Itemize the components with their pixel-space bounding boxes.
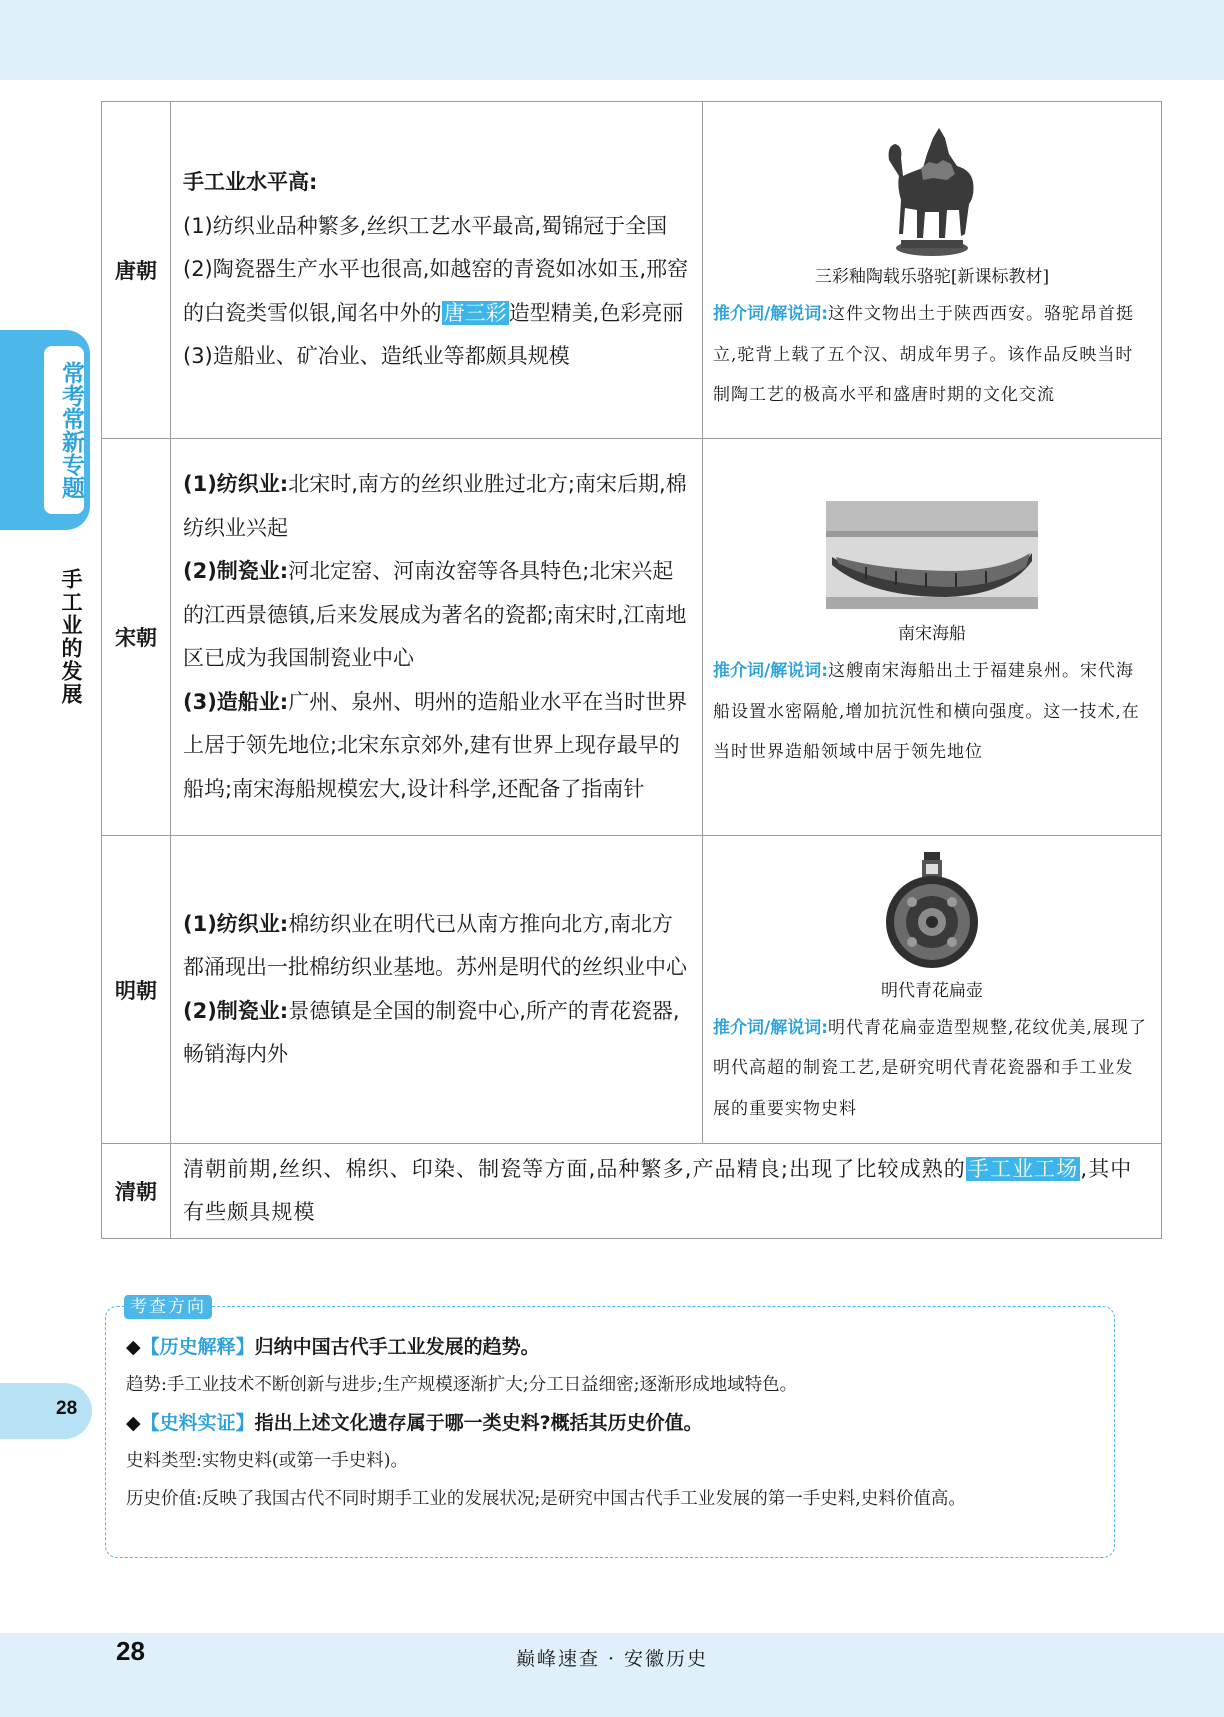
recommendation-body: 这件文物出土于陕西西安。骆驼昂首挺立,驼背上载了五个汉、胡成年男子。该作品反映当时制陶工艺的极高水平和盛唐时期的文化交流 xyxy=(713,304,1135,406)
item-1-label: (1)纺织业: xyxy=(183,911,289,936)
item-2-label: (2)制瓷业: xyxy=(183,998,289,1023)
exam-direction-tag: 考查方向 xyxy=(124,1295,212,1319)
recommendation-text xyxy=(713,294,1151,416)
recommendation-label: 推介词/解说词: xyxy=(713,661,829,682)
dynasty-cell: 唐朝 xyxy=(102,102,171,439)
camel-figure-image xyxy=(877,124,987,260)
item-2 xyxy=(183,248,692,335)
footer-page-number: 28 xyxy=(116,1636,145,1666)
question-2-text: 指出上述文化遗存属于哪一类史料?概括其历史价值。 xyxy=(254,1412,703,1434)
item-3-text: 广州、泉州、明州的造船业水平在当时世界上居于领先地位;北宋东京郊外,建有世界上现存最早的船坞;南宋海船规模宏大,设计科学,还配备了指南针 xyxy=(183,689,688,801)
keyword-highlight: 手工业工场 xyxy=(967,1157,1079,1181)
description-cell xyxy=(171,102,703,439)
table-row-song xyxy=(102,439,1162,836)
exam-direction-content xyxy=(126,1328,1106,1518)
side-page-tab xyxy=(0,1383,92,1439)
description-cell xyxy=(171,439,703,836)
dynasty-cell: 清朝 xyxy=(102,1144,171,1239)
item-3-label: (3)造船业: xyxy=(183,689,289,714)
item-3 xyxy=(183,681,692,812)
diamond-icon: ◆ xyxy=(126,1412,141,1434)
recommendation-label: 推介词/解说词: xyxy=(713,304,829,325)
recommendation-body: 明代青花扁壶造型规整,花纹优美,展现了明代高超的制瓷工艺,是研究明代青花瓷器和手工业发展的重要实物史料 xyxy=(713,1017,1147,1119)
question-2 xyxy=(126,1404,1106,1442)
dynasty-cell: 宋朝 xyxy=(102,439,171,836)
item-1-text: 棉纺织业在明代已从南方推向北方,南北方都涌现出一批棉纺织业基地。苏州是明代的丝织业中心 xyxy=(183,911,687,979)
item-1 xyxy=(183,903,692,990)
artifact-caption: 三彩釉陶载乐骆驼[新课标教材] xyxy=(814,267,1050,288)
recommendation-label: 推介词/解说词: xyxy=(713,1017,829,1038)
song-ship-image xyxy=(826,501,1038,609)
qing-tail: ,其中有些颇具规模 xyxy=(183,1157,1133,1224)
answer-3: 历史价值:反映了我国古代不同时期手工业的发展状况;是研究中国古代手工业发展的第一手史料,史料价值高。 xyxy=(126,1489,966,1509)
item-2-text: 景德镇是全国的制瓷中心,所产的青花瓷器,畅销海内外 xyxy=(183,998,680,1066)
question-1 xyxy=(126,1328,1106,1366)
item-3: (3)造船业、矿冶业、造纸业等都颇具规模 xyxy=(183,344,570,369)
item-1-text: 北宋时,南方的丝织业胜过北方;南宋后期,棉纺织业兴起 xyxy=(183,472,687,540)
artifact-cell xyxy=(703,836,1162,1144)
top-band xyxy=(0,0,1224,80)
footer-title: 巅峰速查 · 安徽历史 xyxy=(515,1648,709,1670)
diamond-icon: ◆ xyxy=(126,1336,141,1358)
item-1: (1)纺织业品种繁多,丝织工艺水平最高,蜀锦冠于全国 xyxy=(183,213,668,238)
table-row-qing xyxy=(102,1144,1162,1239)
item-2 xyxy=(183,550,692,681)
recommendation-body: 这艘南宋海船出土于福建泉州。宋代海船设置水密隔舱,增加抗沉性和横向强度。这一技术,在当时世界造船领域中居于领先地位 xyxy=(713,661,1140,763)
description-cell xyxy=(171,1144,1162,1239)
artifact-cell xyxy=(703,102,1162,439)
blue-white-flask-image xyxy=(882,850,982,970)
side-page-number: 28 xyxy=(56,1398,78,1419)
artifact-caption: 南宋海船 xyxy=(898,624,966,645)
item-2-label: (2)制瓷业: xyxy=(183,559,289,583)
answer-1: 趋势:手工业技术不断创新与进步;生产规模逐渐扩大;分工日益细密;逐渐形成地域特色。 xyxy=(126,1375,798,1395)
item-2-text: (2)陶瓷器生产水平也很高,如越窑的青瓷如冰如玉,邢窑的白瓷类雪似银,闻名中外的 xyxy=(183,257,689,325)
description-cell xyxy=(171,836,703,1144)
keyword-highlight: 唐三彩 xyxy=(443,300,507,325)
dynasty-cell: 明朝 xyxy=(102,836,171,1144)
recommendation-text xyxy=(713,1008,1151,1130)
item-2-tail: 造型精美,色彩亮丽 xyxy=(508,300,684,325)
item-2 xyxy=(183,990,692,1077)
artifact-caption: 明代青花扁壶 xyxy=(881,980,983,1001)
item-1 xyxy=(183,463,692,550)
qing-text: 清朝前期,丝织、棉织、印染、制瓷等方面,品种繁多,产品精良;出现了比较成熟的 xyxy=(183,1157,966,1181)
side-topic-label: 手工业的发展 xyxy=(59,568,83,706)
table-row-ming xyxy=(102,836,1162,1144)
recommendation-text xyxy=(713,651,1151,773)
question-2-tag: 【史料实证】 xyxy=(140,1412,255,1434)
handicraft-table xyxy=(101,101,1162,1239)
answer-2: 史料类型:实物史料(或第一手史料)。 xyxy=(126,1451,409,1471)
item-1-label: (1)纺织业: xyxy=(183,472,289,496)
table-row-tang xyxy=(102,102,1162,439)
heading: 手工业水平高: xyxy=(183,170,318,195)
item-2-text: 河北定窑、河南汝窑等各具特色;北宋兴起的江西景德镇,后来发展成为著名的瓷都;南宋时,江南地区已成为我国制瓷业中心 xyxy=(183,559,687,670)
question-1-text: 归纳中国古代手工业发展的趋势。 xyxy=(254,1336,540,1358)
artifact-cell xyxy=(703,439,1162,836)
side-tab-label: 常考常新专题 xyxy=(58,361,84,499)
question-1-tag: 【历史解释】 xyxy=(140,1336,255,1358)
